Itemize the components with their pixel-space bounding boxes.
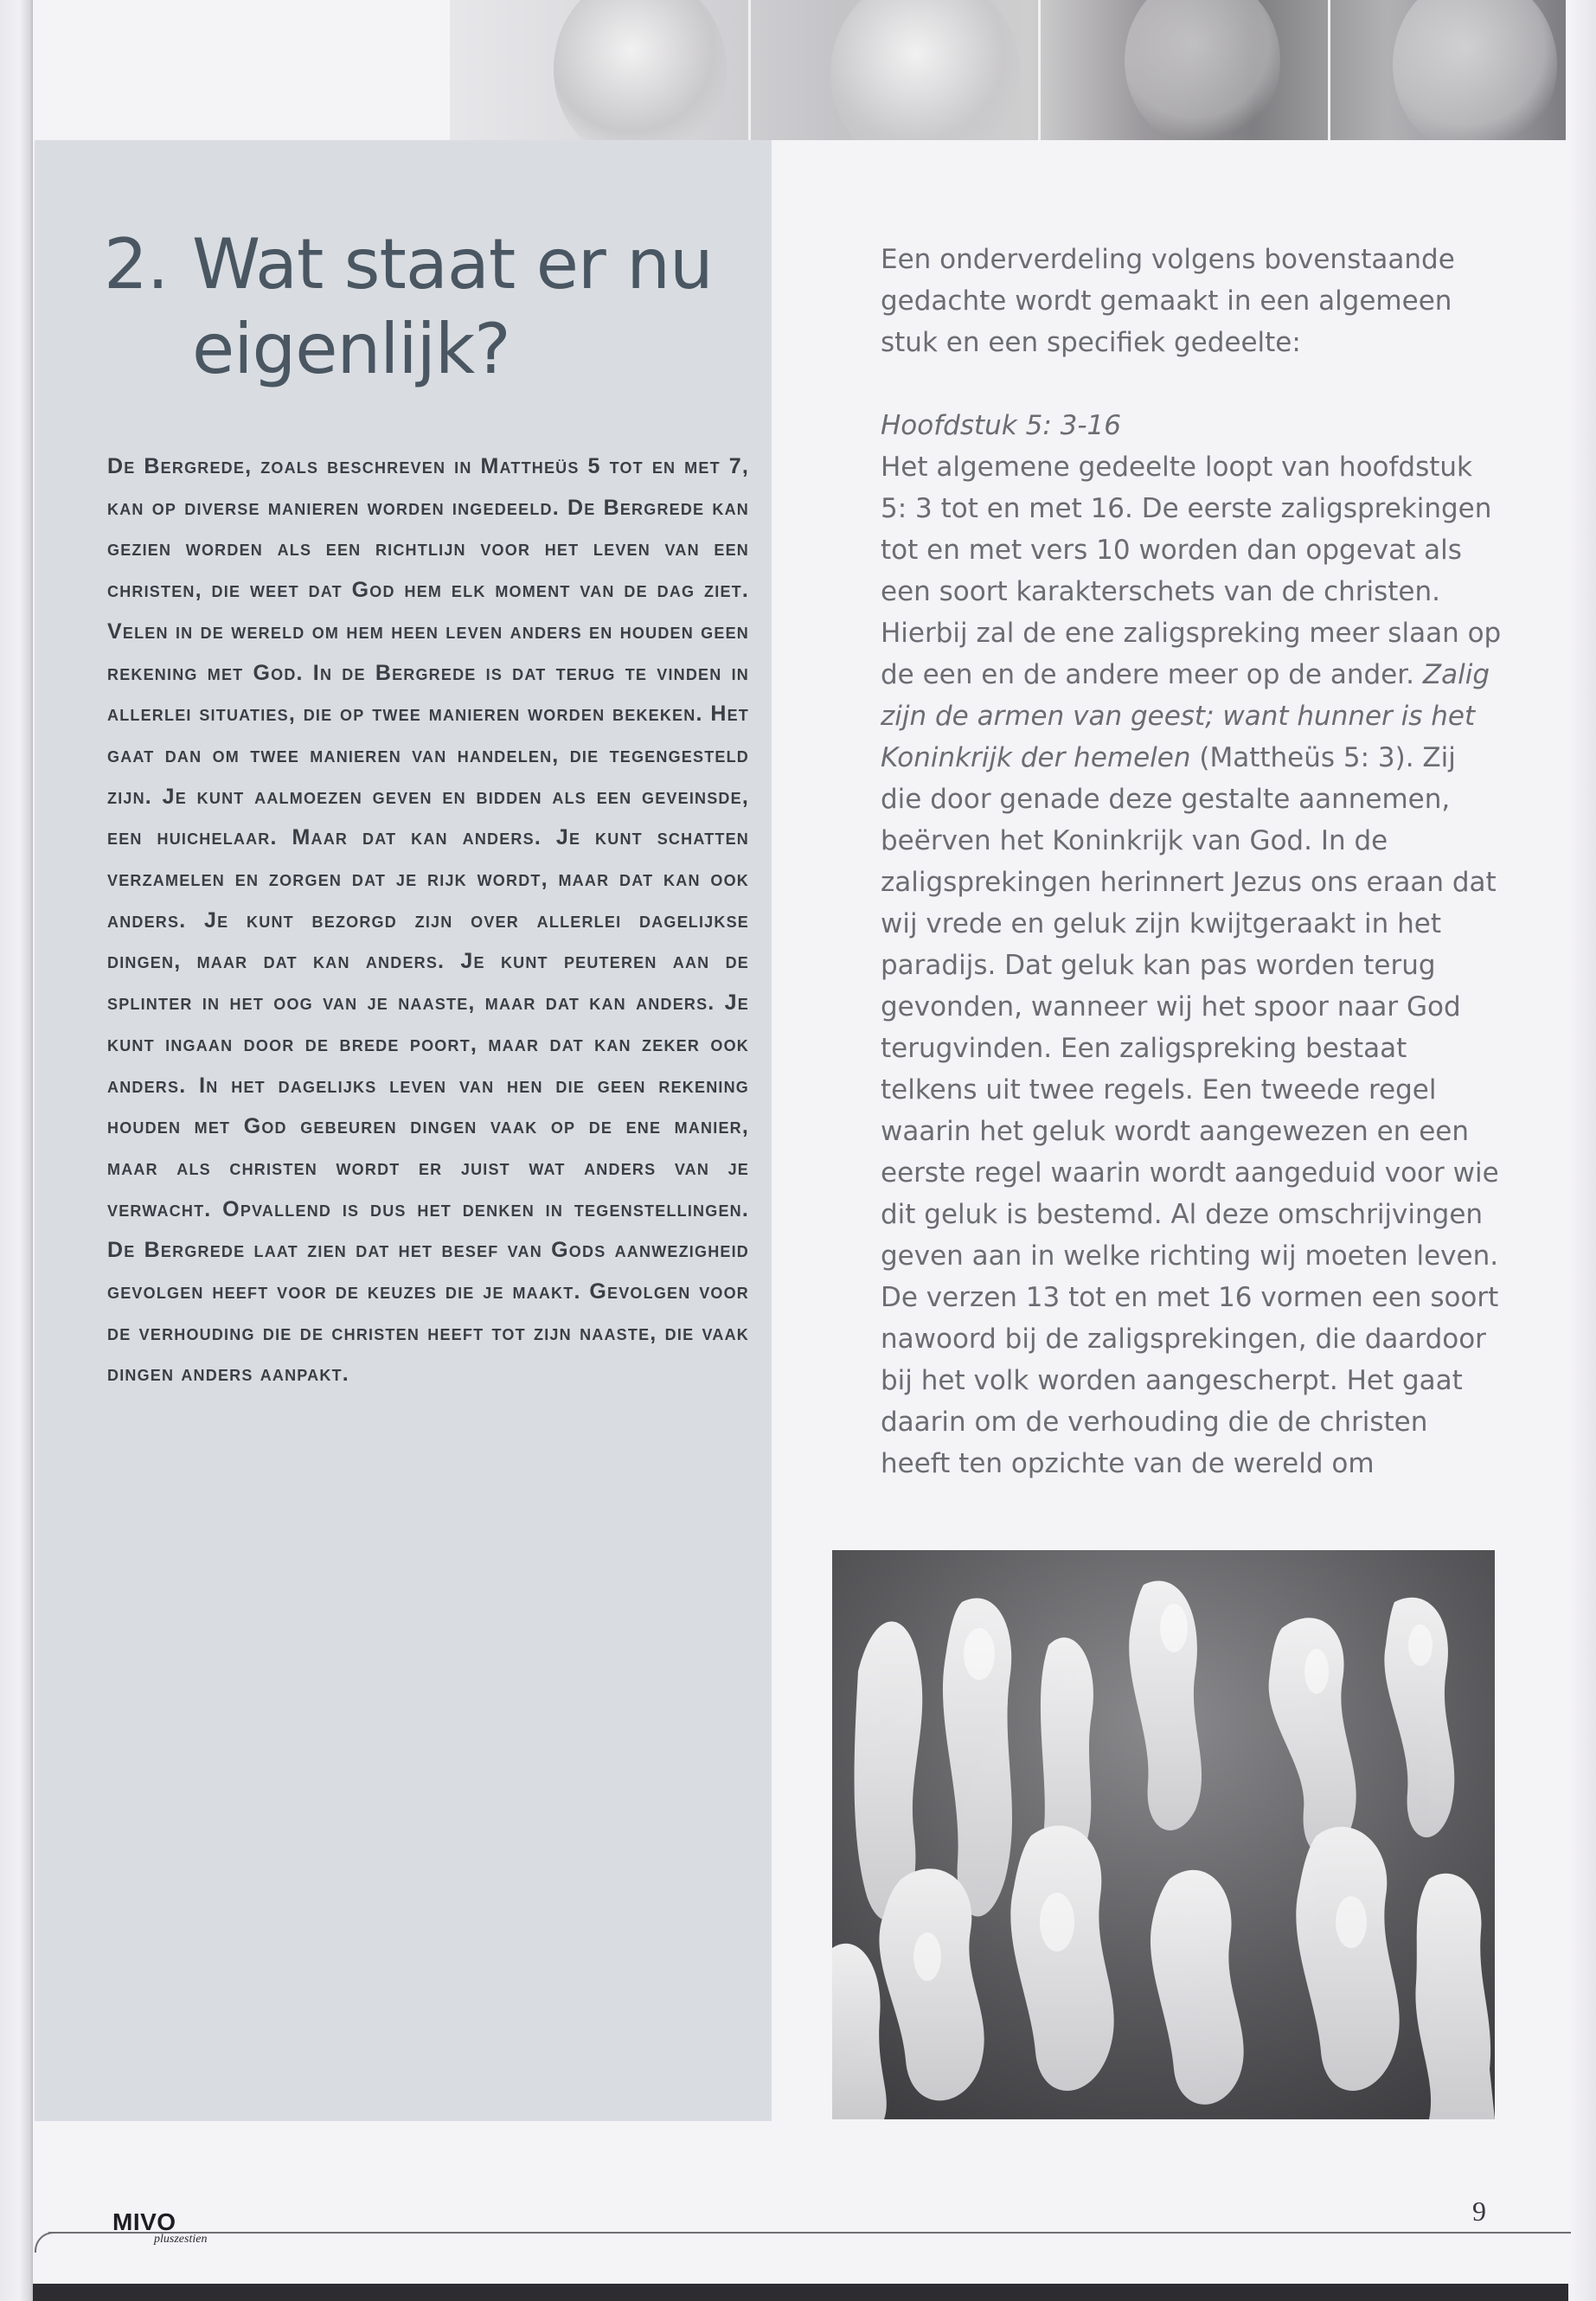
header-photo-strip (450, 0, 1566, 140)
photo-divider (748, 0, 751, 140)
right-paragraph-2: Het algemene gedeelte loopt van hoofdstuk 5: 3 tot en met 16. De eerste zaligsprekingen tot en met vers 10 worden dan opgevat als een soort karakterschets van de christen. Hierbij zal de ene zaligspreking meer slaan op de een en de andere meer op de ander. Zalig zijn de armen van geest; want hunner is het Koninkrijk der hemelen (Mattheüs 5: 3). Zij die door genade deze gestalte aannemen, beërven het Koninkrijk van God. In de zaligsprekingen herinnert Jezus ons eraan dat wij vrede en geluk zijn kwijtgeraakt in het paradijs. Dat geluk kan pas worden terug gevonden, wanneer wij het spoor naar God terugvinden. Een zaligspreking bestaat telkens uit twee regels. Een tweede regel waarin het geluk wordt aangewezen en een eerste regel waarin wordt aangeduid voor wie dit geluk is bestemd. Al deze omschrijvingen geven aan in welke richting wij moeten leven. (881, 452, 1502, 1272)
section-number: 2. (104, 224, 169, 304)
scripture-quote: Zalig zijn de armen van geest; want hunner is het Koninkrijk der hemelen (881, 659, 1490, 773)
footer-rule (48, 2232, 1571, 2234)
frost-crystal-photo (832, 1550, 1495, 2119)
footer-rule-curve (35, 2232, 55, 2253)
page-binding-edge (0, 0, 33, 2301)
photo-divider (1038, 0, 1041, 140)
mivo-logo: MIVO (112, 2208, 176, 2235)
section-title-line2: eigenlijk? (192, 309, 510, 389)
photo-divider (1328, 0, 1330, 140)
chapter-subheading: Hoofdstuk 5: 3-16 (881, 410, 1121, 441)
photo-face (1393, 0, 1557, 140)
page-right-edge (1570, 0, 1596, 2301)
right-paragraph-1: Een onderverdeling volgens bovenstaande gedachte wordt gemaakt in een algemeen stuk en een specifiek gedeelte: (881, 244, 1455, 358)
section-title-line1: Wat staat er nu (192, 224, 713, 304)
right-column (881, 239, 1503, 1484)
page-number: 9 (1472, 2195, 1486, 2227)
mivo-logo-subtitle: pluszestien (154, 2233, 208, 2246)
photo-face (1125, 0, 1280, 140)
frost-crystal-illustration (832, 1550, 1495, 2119)
intro-text (107, 446, 749, 1395)
photo-face (554, 0, 727, 140)
page-bottom-bar (33, 2284, 1568, 2301)
right-paragraph-3: De verzen 13 tot en met 16 vormen een soort nawoord bij de zaligsprekingen, die daardoor bij het volk worden aangescherpt. Het gaat daarin om de verhouding die de christen heeft ten opzichte van de wereld om (881, 1282, 1499, 1479)
intro-paragraph: De Bergrede, zoals beschreven in Mattheüs 5 tot en met 7, kan op diverse manieren worden ingedeeld. De Bergrede kan gezien worden als een richtlijn voor het leven van een christen, die weet dat God hem elk moment van de dag ziet. Velen in de wereld om hem heen leven anders en houden geen rekening met God. In de Bergrede is dat terug te vinden in allerlei situaties, die op twee manieren worden bekeken. Het gaat dan om twee manieren van handelen, die tegengesteld zijn. Je kunt aalmoezen geven en bidden als een geveinsde, een huichelaar. Maar dat kan anders. Je kunt schatten verzamelen en zorgen dat je rijk wordt, maar dat kan ook anders. Je kunt bezorgd zijn over allerlei dagelijkse dingen, maar dat kan anders. Je kunt peuteren aan de splinter in het oog van je naaste, maar dat kan anders. Je kunt ingaan door de brede poort, maar dat kan zeker ook anders. In het dagelijks leven van hen die geen rekening houden met God gebeuren dingen vaak op de ene manier, maar als christen wordt er juist wat anders van je verwacht. Opvallend is dus het denken in tegenstellingen. De Bergrede laat zien dat het besef van Gods aanwezigheid gevolgen heeft voor de keuzes die je maakt. Gevolgen voor de verhouding die de christen heeft tot zijn naaste, die vaak dingen anders aanpakt. (107, 454, 749, 1387)
photo-face (830, 0, 1021, 140)
